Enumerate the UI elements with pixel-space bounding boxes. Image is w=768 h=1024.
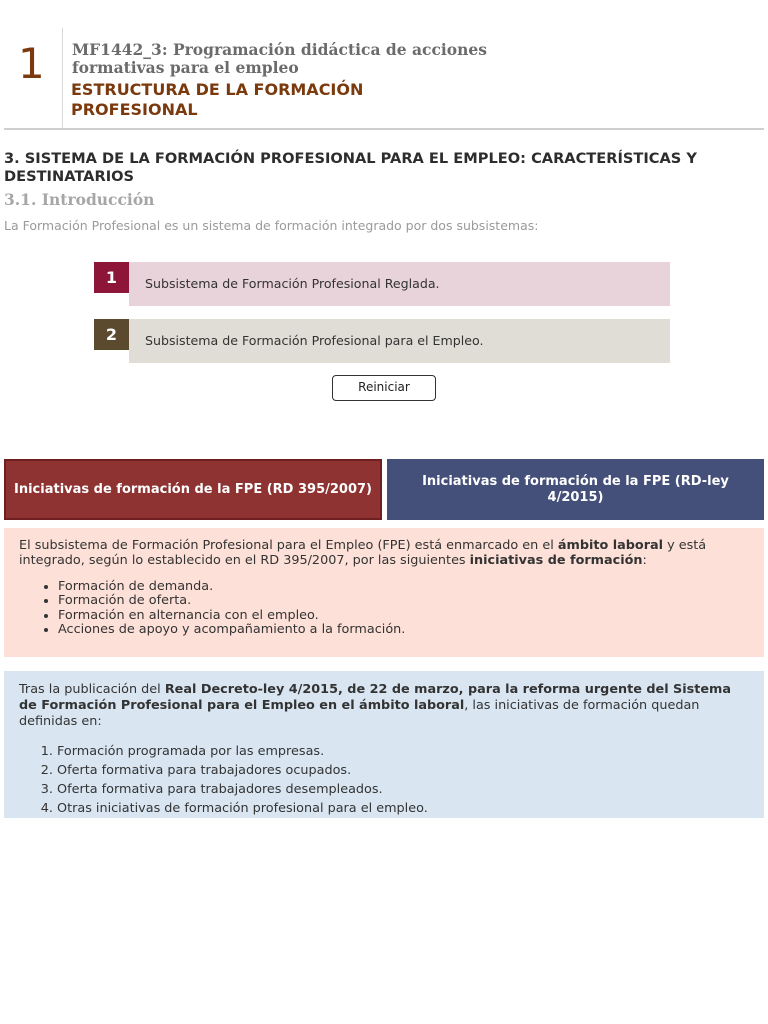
subsystem-number-badge: 1 [94, 262, 129, 293]
header-rule [4, 128, 764, 130]
list-item: • Formación en alternancia con el empleo. [58, 609, 749, 623]
list-item: 1. Formación programada por las empresas. [57, 742, 749, 761]
panel-text: Tras la publicación del [19, 682, 165, 697]
list-item: • Acciones de apoyo y acompañamiento a la formación. [58, 623, 749, 637]
list-item: 4. Otras iniciativas de formación profesional para el empleo. [57, 799, 749, 818]
panel-bold-text: Real Decreto-ley 4/2015, de 22 de marzo, para la reforma urgente del Sistema de Formación Profesional para el Empleo en el ámbito laboral [19, 682, 732, 713]
subsystem-item-1[interactable] [94, 262, 670, 306]
tab-rd-395-2007[interactable] [4, 459, 382, 520]
panel-bold-text: ámbito laboral [557, 538, 664, 553]
panel-paragraph [19, 538, 749, 568]
list-item: 2. Oferta formativa para trabajadores ocupados. [57, 761, 749, 780]
subsystem-item-2[interactable] [94, 319, 670, 363]
initiatives-list [19, 580, 749, 637]
panel-bold-text: iniciativas de formación [469, 553, 643, 568]
panel-text: , las iniciativas de formación quedan definidas en: [19, 698, 700, 729]
header-divider [62, 28, 63, 128]
reset-button[interactable]: Reiniciar [332, 375, 436, 401]
list-item: • Formación de oferta. [58, 594, 749, 608]
subsection-title: 3.1. Introducción [4, 190, 155, 209]
list-item: 3. Oferta formativa para trabajadores desempleados. [57, 780, 749, 799]
intro-text: La Formación Profesional es un sistema de formación integrado por dos subsistemas: [4, 218, 539, 233]
course-title: MF1442_3: Programación didáctica de acciones formativas para el empleo [72, 40, 488, 77]
page-header [0, 0, 768, 130]
unit-number: 1 [18, 39, 45, 88]
panel-rd-ley-4-2015 [4, 671, 764, 818]
panel-text: El subsistema de Formación Profesional para el Empleo (FPE) está enmarcado en el [19, 538, 558, 553]
panel-text: : [642, 553, 647, 568]
tab-label: Iniciativas de formación de la FPE (RD 395/2007) [14, 481, 372, 497]
panel-paragraph [19, 682, 749, 730]
tab-rd-ley-4-2015[interactable] [387, 459, 764, 520]
panel-rd-395-2007 [4, 528, 764, 657]
subsystem-label: Subsistema de Formación Profesional Reglada. [129, 262, 670, 306]
section-title: 3. SISTEMA DE LA FORMACIÓN PROFESIONAL PARA EL EMPLEO: CARACTERÍSTICAS Y DESTINATARIOS [4, 150, 697, 185]
module-title: ESTRUCTURA DE LA FORMACIÓN PROFESIONAL [71, 80, 364, 119]
subsystem-label: Subsistema de Formación Profesional para el Empleo. [129, 319, 670, 363]
list-item: • Formación de demanda. [58, 580, 749, 594]
subsystem-number-badge: 2 [94, 319, 129, 350]
panel-text: y está integrado, según lo establecido en el RD 395/2007, por las siguientes [19, 538, 707, 568]
initiatives-ordered-list [19, 742, 749, 818]
tab-label: Iniciativas de formación de la FPE (RD-ley 4/2015) [422, 473, 729, 505]
